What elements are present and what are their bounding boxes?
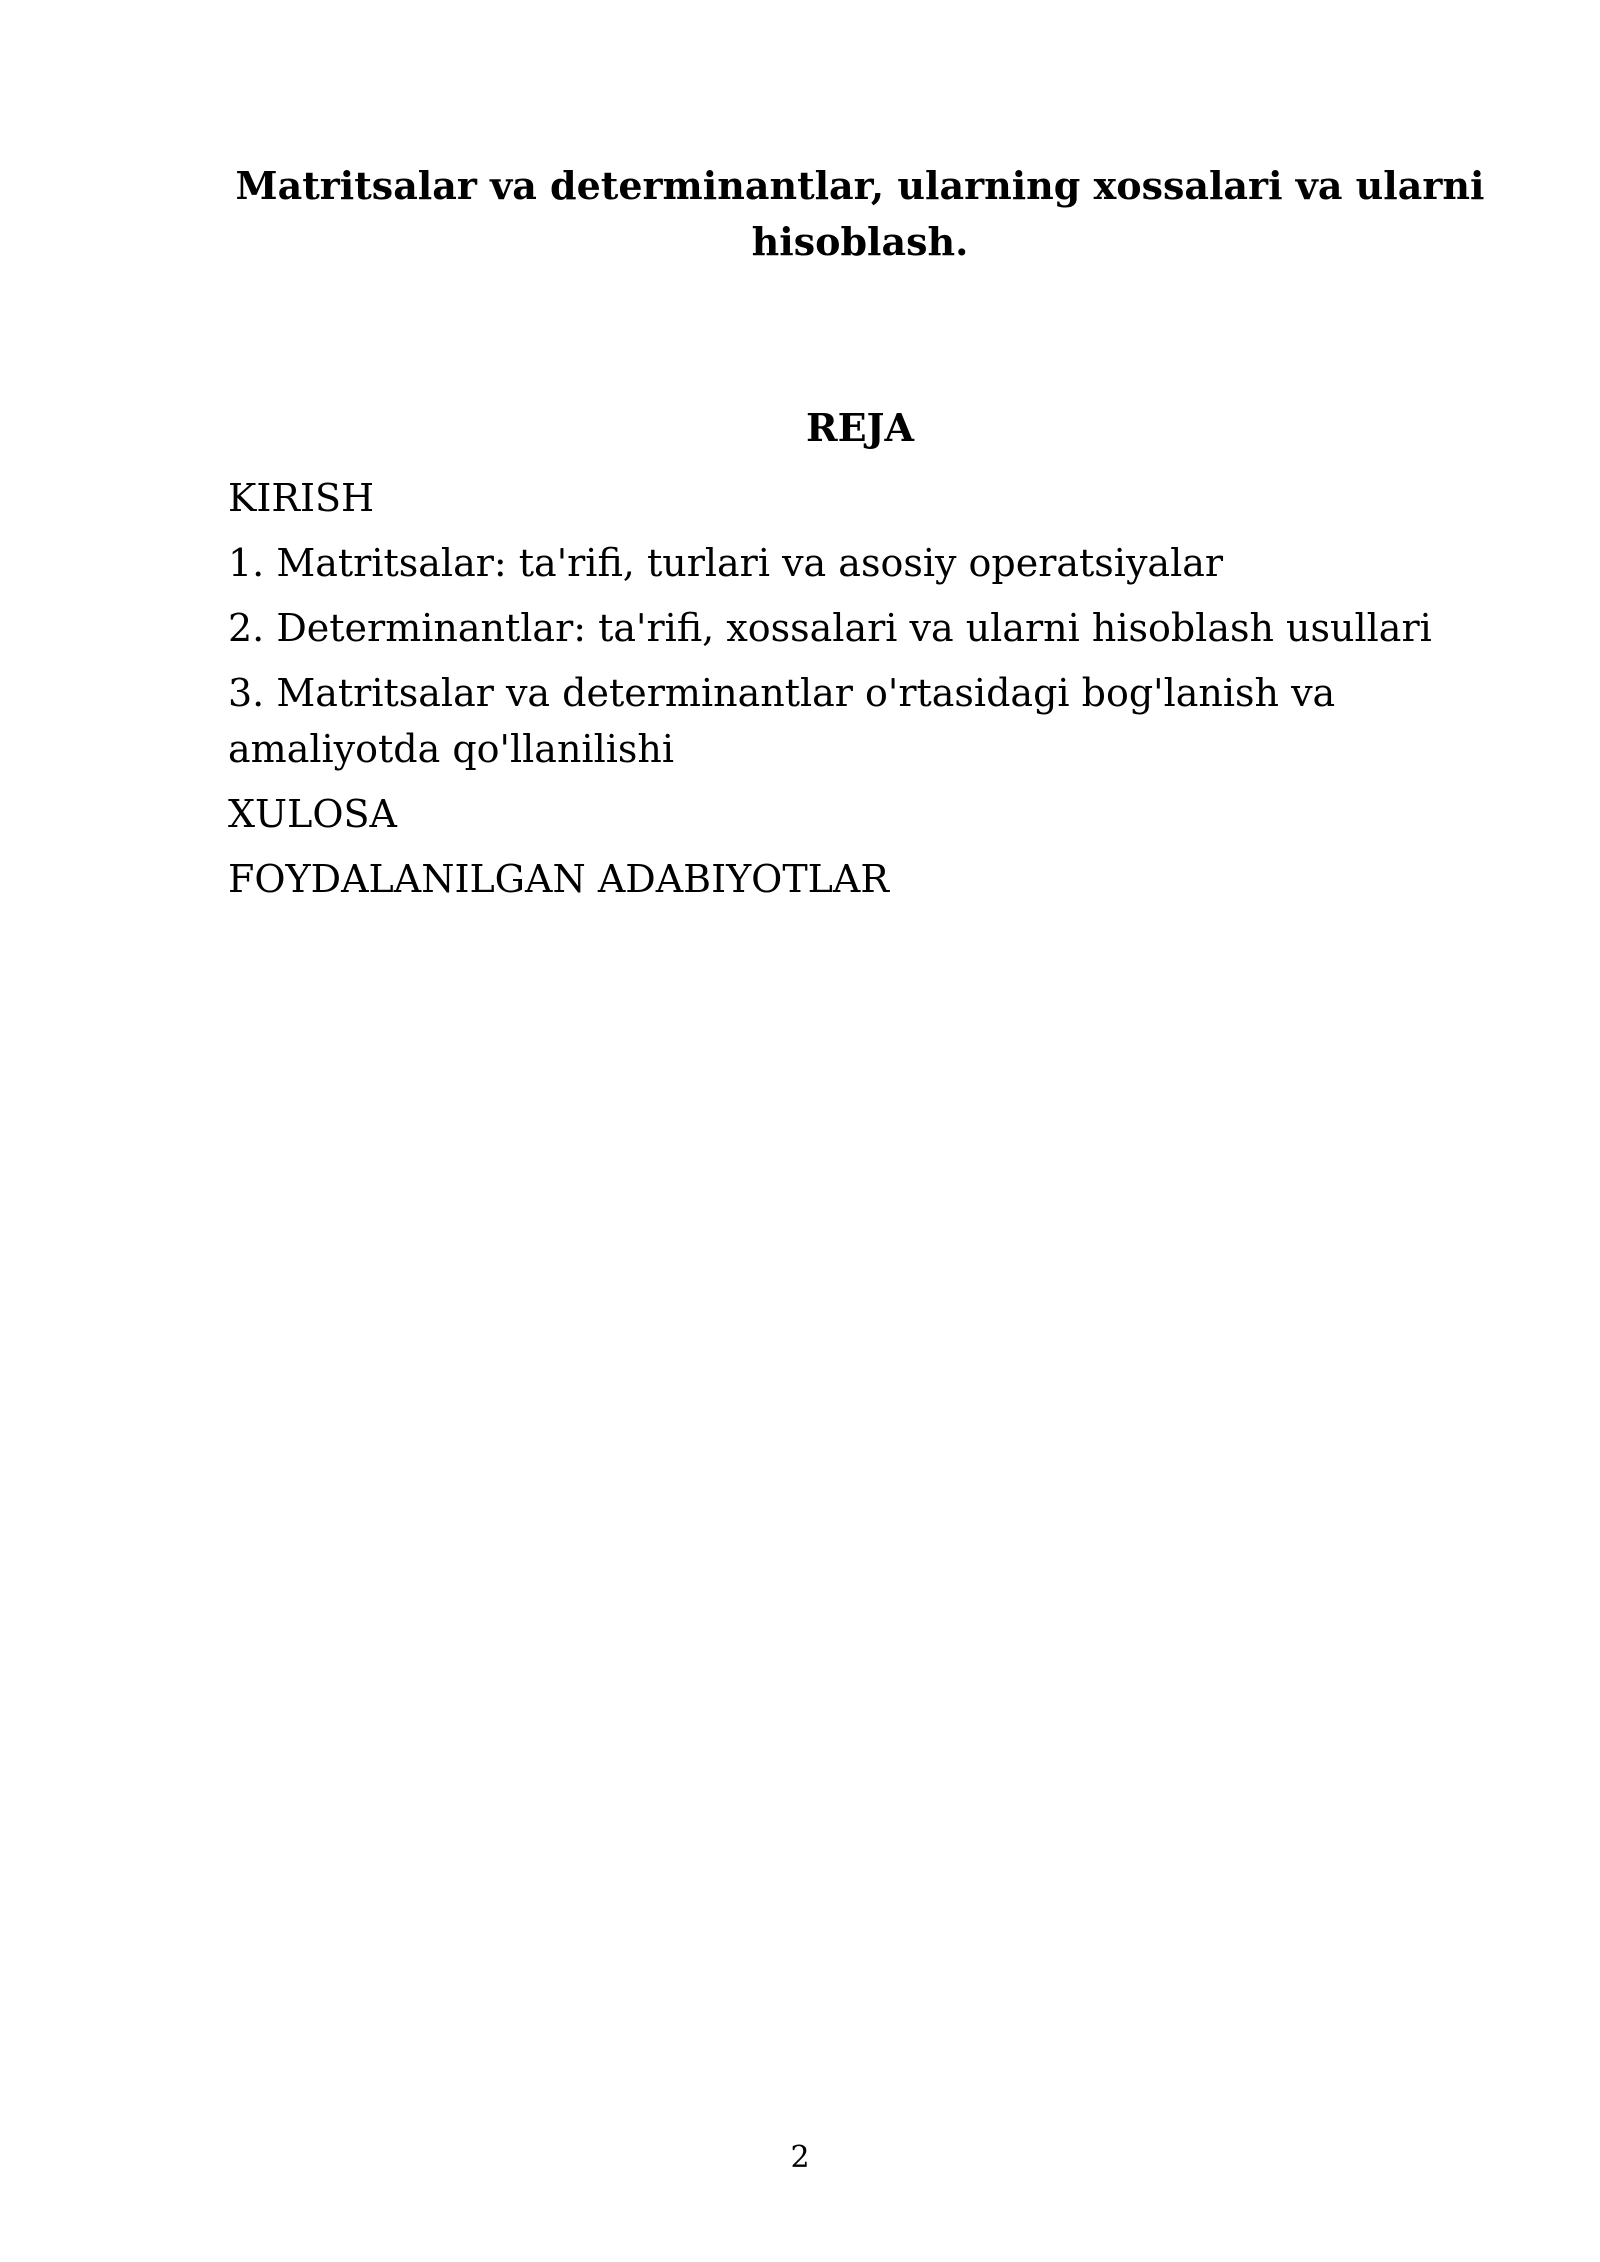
plan-item-1: 1. Matritsalar: ta'rifi, turlari va asosiy operatsiyalar xyxy=(228,541,1224,585)
plan-item-2: 2. Determinantlar: ta'rifi, xossalari va ularni hisoblash usullari xyxy=(228,606,1432,650)
page-number: 2 xyxy=(790,2140,810,2175)
plan-item-references: FOYDALANILGAN ADABIYOTLAR xyxy=(228,857,889,901)
plan-list xyxy=(228,470,1498,916)
plan-item-3: 3. Matritsalar va determinantlar o'rtasidagi bog'lanish va amaliyotda qo'llanilishi xyxy=(228,671,1336,771)
document-title: Matritsalar va determinantlar, ularning xossalari va ularni hisoblash. xyxy=(235,163,1485,264)
plan-item-conclusion: XULOSA xyxy=(228,792,397,836)
plan-item-intro: KIRISH xyxy=(228,476,375,520)
plan-heading: REJA xyxy=(805,405,914,450)
